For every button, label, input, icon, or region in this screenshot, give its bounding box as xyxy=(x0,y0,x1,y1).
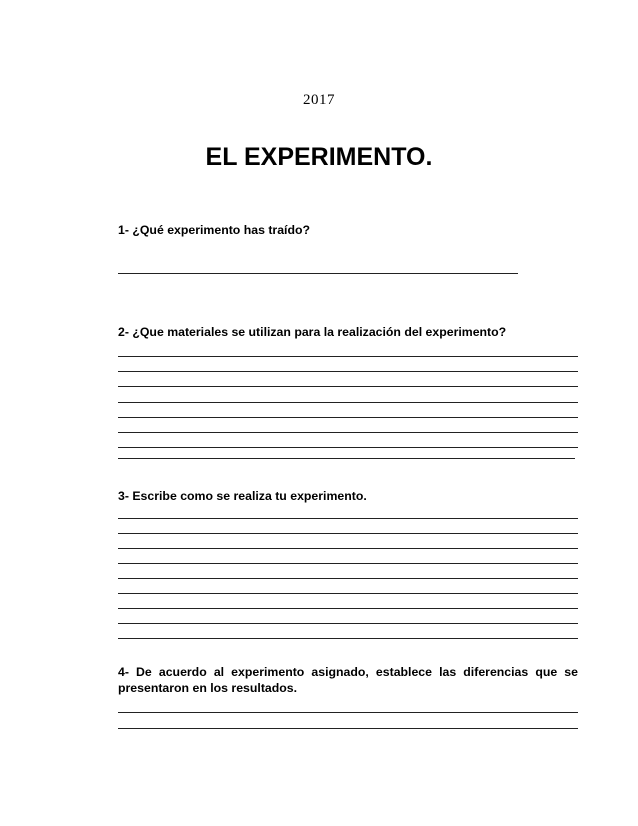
document-year: 2017 xyxy=(303,92,335,108)
answer-line[interactable] xyxy=(118,417,578,418)
answer-line[interactable] xyxy=(118,728,578,729)
answer-line[interactable] xyxy=(118,578,578,579)
question-1: 1- ¿Qué experimento has traído? xyxy=(118,223,311,237)
question-3: 3- Escribe como se realiza tu experimento. xyxy=(118,489,367,503)
document-title: EL EXPERIMENTO. xyxy=(205,143,433,171)
answer-line[interactable] xyxy=(118,273,518,274)
answer-line[interactable] xyxy=(118,432,578,433)
answer-line[interactable] xyxy=(118,608,578,609)
answer-line[interactable] xyxy=(118,386,578,387)
answer-line[interactable] xyxy=(118,458,575,459)
answer-line[interactable] xyxy=(118,712,578,713)
answer-line[interactable] xyxy=(118,518,578,519)
answer-line[interactable] xyxy=(118,356,578,357)
answer-line[interactable] xyxy=(118,623,578,624)
question-4: 4- De acuerdo al experimento asignado, establece las diferencias que se presentaron en los resultados. xyxy=(118,665,578,695)
answer-line[interactable] xyxy=(118,533,578,534)
answer-line[interactable] xyxy=(118,447,578,448)
answer-line[interactable] xyxy=(118,563,578,564)
answer-line[interactable] xyxy=(118,638,578,639)
answer-line[interactable] xyxy=(118,593,578,594)
question-2: 2- ¿Que materiales se utilizan para la realización del experimento? xyxy=(118,325,507,339)
answer-line[interactable] xyxy=(118,371,578,372)
answer-line[interactable] xyxy=(118,402,578,403)
answer-line[interactable] xyxy=(118,548,578,549)
